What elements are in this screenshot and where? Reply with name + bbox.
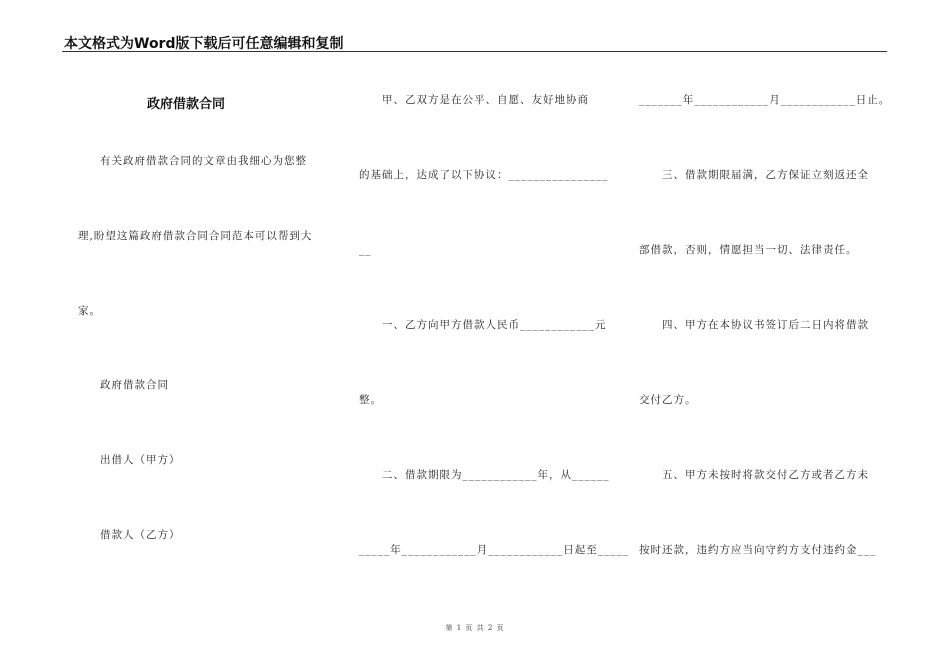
body-line: __: [359, 244, 372, 256]
body-line: _______年____________月____________日止。: [639, 94, 891, 106]
page-number: 第 1 页 共 2 页: [445, 624, 505, 632]
document-title: 政府借款合同: [147, 97, 226, 112]
body-line: 交付乙方。: [639, 394, 697, 406]
body-line: 出借人（甲方）: [100, 454, 181, 466]
body-line: 按时还款，违约方应当向守约方支付违约金___: [639, 544, 877, 556]
body-line: 有关政府借款合同的文章由我细心为您整: [100, 155, 307, 167]
body-line: 一、乙方向甲方借款人民币____________元: [382, 319, 607, 331]
body-line: _____年____________月____________日起至_____: [359, 544, 629, 556]
body-line: 借款人（乙方）: [100, 529, 181, 541]
body-line: 整。: [359, 394, 382, 406]
body-line: 甲、乙双方是在公平、自愿、友好地协商: [382, 94, 589, 106]
document-header: 本文格式为Word版下载后可任意编辑和复制: [64, 36, 344, 52]
body-line: 二、借款期限为____________年，从______: [382, 469, 610, 481]
body-line: 的基础上，达成了以下协议：________________: [359, 169, 609, 181]
body-line: 家。: [78, 305, 101, 317]
body-line: 部借款，否则，情愿担当一切、法律责任。: [639, 244, 858, 256]
header-divider: [62, 51, 887, 52]
body-line: 理,盼望这篇政府借款合同合同范本可以帮到大: [78, 230, 313, 242]
body-line: 四、甲方在本协议书签订后二日内将借款: [662, 319, 869, 331]
body-line: 五、甲方未按时将款交付乙方或者乙方未: [662, 469, 869, 481]
body-line: 政府借款合同: [100, 379, 169, 391]
body-line: 三、借款期限届满，乙方保证立刻返还全: [662, 169, 869, 181]
